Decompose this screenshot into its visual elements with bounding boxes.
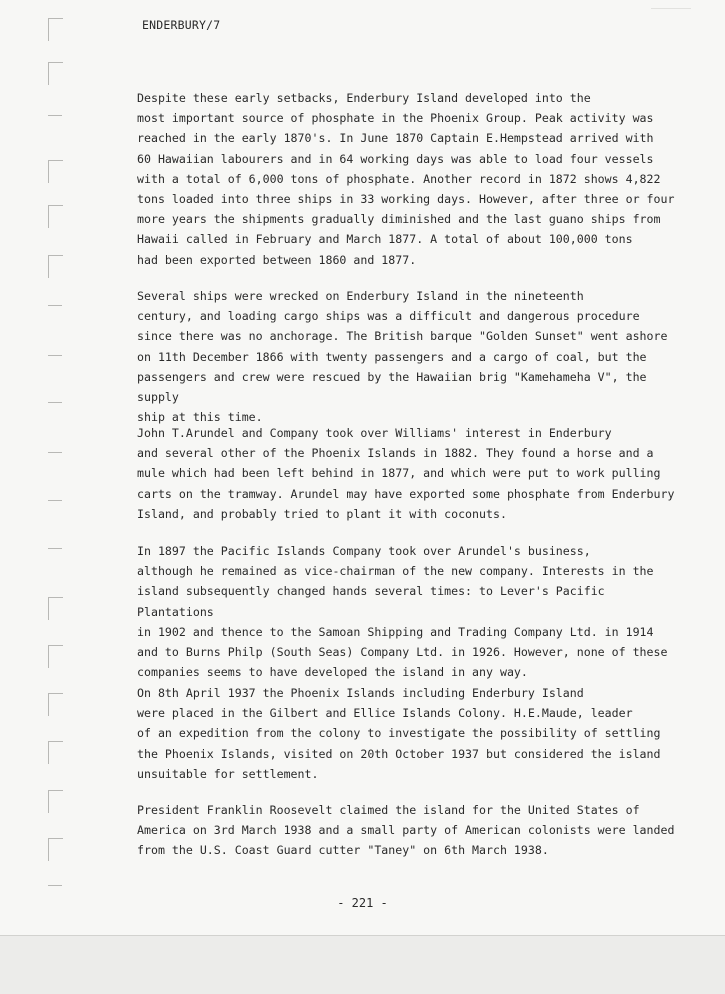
margin-mark <box>48 838 63 861</box>
margin-mark <box>48 645 63 668</box>
margin-mark <box>48 597 63 620</box>
binding-margin-marks <box>48 0 68 935</box>
paragraph-roosevelt-claim: President Franklin Roosevelt claimed the island for the United States of America on 3rd March 1938 and a small party of American colonists were landed from the U.S. Coast Guard cutter "Taney" on 6th March 1938. <box>137 803 675 858</box>
page-number: - 221 - <box>337 896 388 910</box>
paragraph-shipwrecks: Several ships were wrecked on Enderbury Island in the nineteenth century, and loading cargo ships was a difficult and dangerous procedure since there was no anchorage. The British barque "Golden Sunset" went ashore on 11th December 1866 with twenty passengers and a cargo of coal, but the passengers and crew were rescued by the Hawaiian brig "Kamehameha V", the supply ship at this time. <box>137 289 668 425</box>
margin-mark <box>48 548 62 549</box>
paragraph-pacific-islands-company: In 1897 the Pacific Islands Company took over Arundel's business, although he remained as vice-chairman of the new company. Interests in the island subsequently changed hands several times: to Lever's Pacific Plantations in 1902 and thence to the Samoan Shipping and Trading Company Ltd. in 1914 and to Burns Philp (South Seas) Company Ltd. in 1926. However, none of these companies seems to have developed the island in any way. <box>137 544 668 680</box>
bleed-through-mark <box>651 8 691 9</box>
paragraph-phosphate-activity: Despite these early setbacks, Enderbury Island developed into the most important source of phosphate in the Phoenix Group. Peak activity was reached in the early 1870's. In June 1870 Captain E.Hempstead arrived with 60 Hawaiian labourers and in 64 working days was able to load four vessels with a total of 6,000 tons of phosphate. Another record in 1872 shows 4,822 tons loaded into three ships in 33 working days. However, after three or four more years the shipments gradually diminished and the last guano ships from Hawaii called in February and March 1877. A total of about 100,000 tons had been exported between 1860 and 1877. <box>137 91 675 267</box>
margin-mark <box>48 741 63 764</box>
margin-mark <box>48 62 63 85</box>
margin-mark <box>48 160 63 183</box>
margin-mark <box>48 402 62 403</box>
margin-mark <box>48 18 63 41</box>
scan-bottom-strip <box>0 935 725 994</box>
margin-mark <box>48 500 62 501</box>
margin-mark <box>48 205 63 228</box>
margin-mark <box>48 355 62 356</box>
margin-mark <box>48 115 62 116</box>
margin-mark <box>48 452 62 453</box>
margin-mark <box>48 255 63 278</box>
paragraph-arundel: John T.Arundel and Company took over Williams' interest in Enderbury and several other of the Phoenix Islands in 1882. They found a horse and a mule which had been left behind in 1877, and which were put to work pulling carts on the tramway. Arundel may have exported some phosphate from Enderbury Island, and probably tried to plant it with coconuts. <box>137 426 675 521</box>
running-head: ENDERBURY/7 <box>142 18 221 32</box>
margin-mark <box>48 693 63 716</box>
paragraph-gilbert-ellice-colony: On 8th April 1937 the Phoenix Islands including Enderbury Island were placed in the Gilbert and Ellice Islands Colony. H.E.Maude, leader of an expedition from the colony to investigate the possibility of settling the Phoenix Islands, visited on 20th October 1937 but considered the island unsuitable for settlement. <box>137 686 661 781</box>
margin-mark <box>48 305 62 306</box>
margin-mark <box>48 885 62 886</box>
margin-mark <box>48 790 63 813</box>
